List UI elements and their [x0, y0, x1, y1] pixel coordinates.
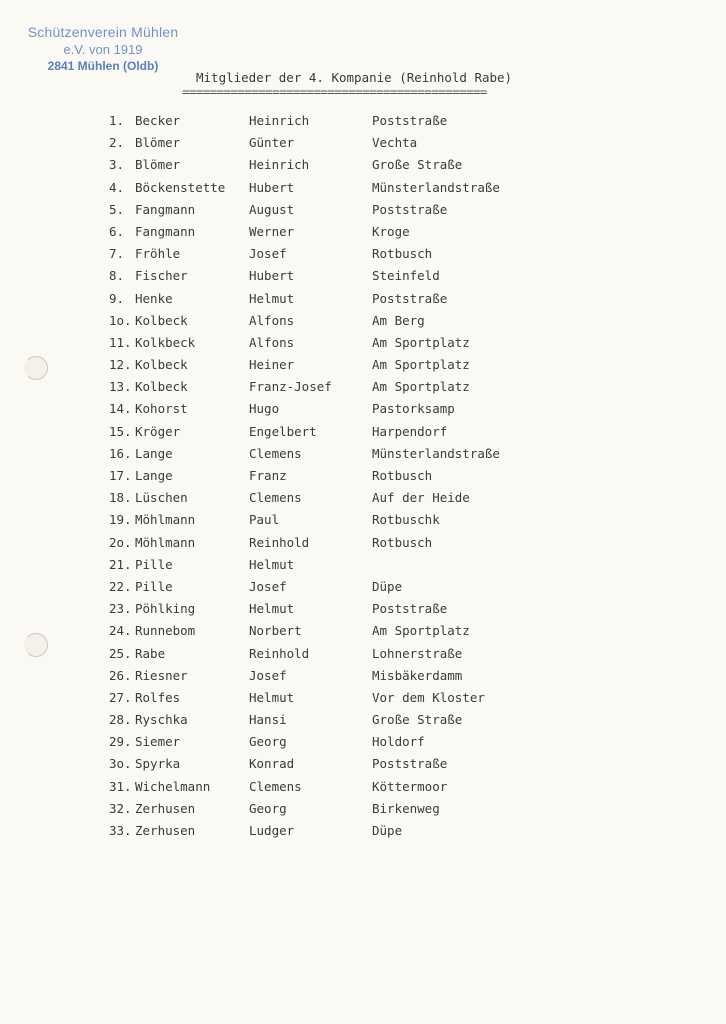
- member-first-name: Günter: [249, 135, 295, 151]
- member-street: Pastorksamp: [372, 401, 455, 417]
- member-number: 25.: [109, 645, 132, 661]
- member-number: 5.: [109, 201, 125, 217]
- member-first-name: Heiner: [249, 357, 295, 373]
- member-last-name: Riesner: [135, 667, 188, 683]
- member-last-name: Blömer: [135, 157, 181, 173]
- member-last-name: Zerhusen: [135, 823, 196, 838]
- member-last-name: Pöhlking: [135, 601, 196, 617]
- member-last-name: Böckenstette: [135, 179, 226, 195]
- member-street: Holdorf: [372, 734, 425, 750]
- member-first-name: Reinhold: [249, 534, 310, 550]
- member-number: 33.: [109, 823, 132, 838]
- member-last-name: Pille: [135, 578, 173, 594]
- member-last-name: Runnebom: [135, 623, 196, 639]
- member-last-name: Kolbeck: [135, 312, 188, 328]
- member-number: 26.: [109, 667, 132, 683]
- member-first-name: Helmut: [249, 290, 295, 306]
- member-row: [0, 200, 726, 222]
- member-last-name: Lüschen: [135, 490, 188, 506]
- member-street: Düpe: [372, 823, 403, 838]
- member-street: Am Sportplatz: [372, 357, 470, 373]
- member-number: 3o.: [109, 756, 132, 772]
- member-street: Große Straße: [372, 157, 463, 173]
- member-last-name: Ryschka: [135, 712, 188, 728]
- member-last-name: Wichelmann: [135, 778, 211, 794]
- member-last-name: Rolfes: [135, 689, 181, 705]
- member-first-name: Georg: [249, 734, 287, 750]
- member-number: 13.: [109, 379, 132, 395]
- member-street: Rotbuschk: [372, 512, 440, 528]
- member-street: Birkenweg: [372, 800, 440, 816]
- member-row: [0, 555, 726, 577]
- member-last-name: Fangmann: [135, 201, 196, 217]
- member-last-name: Kolbeck: [135, 357, 188, 373]
- member-last-name: Zerhusen: [135, 800, 196, 816]
- member-first-name: Ludger: [249, 823, 295, 838]
- member-first-name: Helmut: [249, 556, 295, 572]
- member-number: 12.: [109, 357, 132, 373]
- member-row: [0, 399, 726, 421]
- member-first-name: Clemens: [249, 490, 302, 506]
- member-street: Poststraße: [372, 601, 448, 617]
- member-last-name: Möhlmann: [135, 512, 196, 528]
- member-street: Vechta: [372, 135, 418, 151]
- member-first-name: Clemens: [249, 445, 302, 461]
- member-street: Am Sportplatz: [372, 379, 470, 395]
- member-row: [0, 155, 726, 177]
- member-last-name: Spyrka: [135, 756, 181, 772]
- member-row: [0, 666, 726, 688]
- member-street: Poststraße: [372, 290, 448, 306]
- title-underline: ============================================: [182, 84, 487, 99]
- member-row: [0, 444, 726, 466]
- member-first-name: Reinhold: [249, 645, 310, 661]
- member-number: 29.: [109, 734, 132, 750]
- member-street: Am Sportplatz: [372, 334, 470, 350]
- member-last-name: Lange: [135, 445, 173, 461]
- member-last-name: Möhlmann: [135, 534, 196, 550]
- member-row: [0, 133, 726, 155]
- member-number: 24.: [109, 623, 132, 639]
- member-street: Rotbusch: [372, 468, 433, 483]
- member-first-name: Hansi: [249, 712, 287, 728]
- member-row: [0, 266, 726, 288]
- member-street: Kroge: [372, 223, 410, 239]
- member-first-name: Josef: [249, 667, 287, 683]
- member-number: 2o.: [109, 534, 132, 550]
- member-first-name: Franz-Josef: [249, 379, 332, 395]
- member-number: 28.: [109, 712, 132, 728]
- member-street: Lohnerstraße: [372, 645, 463, 661]
- member-number: 31.: [109, 778, 132, 794]
- member-number: 18.: [109, 490, 132, 506]
- member-number: 1.: [109, 113, 125, 128]
- member-street: Köttermoor: [372, 778, 448, 794]
- member-row: [0, 111, 726, 133]
- member-street: Münsterlandstraße: [372, 445, 500, 461]
- member-last-name: Siemer: [135, 734, 181, 750]
- member-row: [0, 688, 726, 710]
- member-row: [0, 732, 726, 754]
- member-number: 21.: [109, 556, 132, 572]
- member-street: Steinfeld: [372, 268, 440, 284]
- member-row: [0, 178, 726, 200]
- member-last-name: Fischer: [135, 268, 188, 284]
- member-last-name: Lange: [135, 468, 173, 483]
- member-street: Auf der Heide: [372, 490, 470, 506]
- member-number: 4.: [109, 179, 125, 195]
- member-number: 19.: [109, 512, 132, 528]
- member-number: 16.: [109, 445, 132, 461]
- member-number: 7.: [109, 246, 125, 262]
- member-row: [0, 599, 726, 621]
- member-street: Harpendorf: [372, 423, 448, 439]
- member-row: [0, 754, 726, 776]
- member-number: 17.: [109, 468, 132, 483]
- member-first-name: Helmut: [249, 689, 295, 705]
- member-row: [0, 510, 726, 532]
- member-street: Große Straße: [372, 712, 463, 728]
- member-row: [0, 466, 726, 488]
- member-last-name: Kröger: [135, 423, 181, 439]
- member-number: 1o.: [109, 312, 132, 328]
- member-first-name: Josef: [249, 578, 287, 594]
- member-last-name: Kohorst: [135, 401, 188, 417]
- member-number: 23.: [109, 601, 132, 617]
- member-number: 2.: [109, 135, 125, 151]
- member-first-name: Heinrich: [249, 157, 310, 173]
- member-number: 22.: [109, 578, 132, 594]
- member-first-name: Alfons: [249, 312, 295, 328]
- member-row: [0, 333, 726, 355]
- member-last-name: Kolbeck: [135, 379, 188, 395]
- member-list: [0, 111, 726, 843]
- member-last-name: Blömer: [135, 135, 181, 151]
- member-row: [0, 644, 726, 666]
- member-number: 27.: [109, 689, 132, 705]
- member-first-name: Paul: [249, 512, 280, 528]
- member-row: [0, 621, 726, 643]
- member-row: [0, 377, 726, 399]
- member-row: [0, 577, 726, 599]
- page-title: Mitglieder der 4. Kompanie (Reinhold Rabe): [196, 70, 513, 85]
- member-first-name: Georg: [249, 800, 287, 816]
- member-first-name: Helmut: [249, 601, 295, 617]
- member-street: Poststraße: [372, 201, 448, 217]
- member-first-name: August: [249, 201, 295, 217]
- member-number: 9.: [109, 290, 125, 306]
- member-street: Rotbusch: [372, 534, 433, 550]
- member-number: 11.: [109, 334, 132, 350]
- member-first-name: Engelbert: [249, 423, 317, 439]
- member-street: Vor dem Kloster: [372, 689, 485, 705]
- member-row: [0, 533, 726, 555]
- member-street: Misbäkerdamm: [372, 667, 463, 683]
- club-stamp: [18, 24, 188, 75]
- member-row: [0, 422, 726, 444]
- member-street: Am Sportplatz: [372, 623, 470, 639]
- member-street: Düpe: [372, 578, 403, 594]
- member-last-name: Rabe: [135, 645, 166, 661]
- member-last-name: Pille: [135, 556, 173, 572]
- member-row: [0, 355, 726, 377]
- member-first-name: Norbert: [249, 623, 302, 639]
- member-first-name: Franz: [249, 468, 287, 483]
- member-street: Poststraße: [372, 756, 448, 772]
- member-street: Münsterlandstraße: [372, 179, 500, 195]
- member-row: [0, 777, 726, 799]
- member-row: [0, 799, 726, 821]
- member-number: 32.: [109, 800, 132, 816]
- member-first-name: Josef: [249, 246, 287, 262]
- member-last-name: Fröhle: [135, 246, 181, 262]
- member-street: Rotbusch: [372, 246, 433, 262]
- member-last-name: Becker: [135, 113, 181, 128]
- member-first-name: Hugo: [249, 401, 280, 417]
- member-street: Poststraße: [372, 113, 448, 128]
- stamp-line-1: Schützenverein Mühlen: [27, 24, 179, 40]
- member-row: [0, 222, 726, 244]
- member-number: 3.: [109, 157, 125, 173]
- member-row: [0, 311, 726, 333]
- stamp-line-2: e.V. von 1919: [63, 42, 143, 57]
- punch-hole-top: [24, 356, 48, 380]
- member-row: [0, 710, 726, 732]
- member-number: 6.: [109, 223, 125, 239]
- member-number: 15.: [109, 423, 132, 439]
- member-row: [0, 488, 726, 510]
- member-first-name: Hubert: [249, 179, 295, 195]
- member-street: Am Berg: [372, 312, 425, 328]
- member-first-name: Heinrich: [249, 113, 310, 128]
- punch-hole-bottom: [24, 633, 48, 657]
- stamp-line-3: 2841 Mühlen (Oldb): [47, 59, 159, 73]
- member-first-name: Alfons: [249, 334, 295, 350]
- member-number: 8.: [109, 268, 125, 284]
- member-first-name: Werner: [249, 223, 295, 239]
- member-first-name: Konrad: [249, 756, 295, 772]
- member-row: [0, 821, 726, 843]
- member-last-name: Kolkbeck: [135, 334, 196, 350]
- member-first-name: Clemens: [249, 778, 302, 794]
- member-first-name: Hubert: [249, 268, 295, 284]
- member-row: [0, 244, 726, 266]
- member-row: [0, 289, 726, 311]
- member-last-name: Fangmann: [135, 223, 196, 239]
- member-last-name: Henke: [135, 290, 173, 306]
- member-number: 14.: [109, 401, 132, 417]
